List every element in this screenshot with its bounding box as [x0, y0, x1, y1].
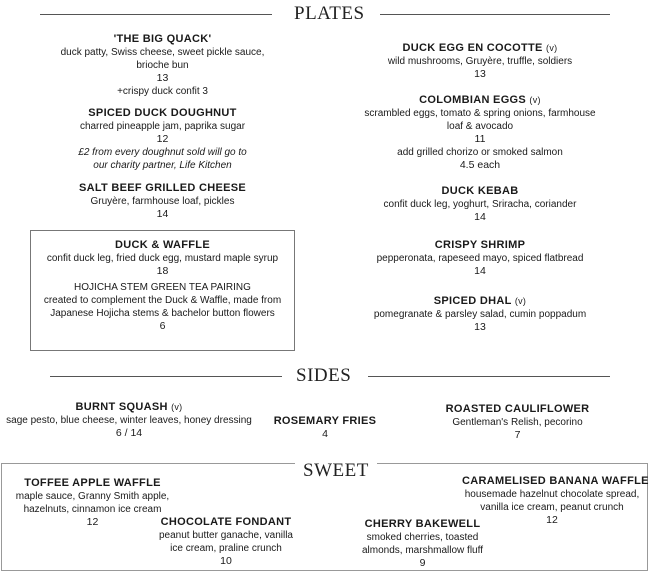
item-name: TOFFEE APPLE WAFFLE: [24, 477, 161, 489]
sides-rule-left: [50, 376, 282, 377]
item-desc: confit duck leg, fried duck egg, mustard maple syrup: [46, 253, 279, 264]
plates-heading: PLATES: [294, 3, 365, 24]
item-price: 7: [514, 429, 521, 441]
item-price: 13: [156, 72, 169, 84]
pairing-desc: created to complement the Duck & Waffle, made from Japanese Hojicha stems & bachelor button flowers: [43, 295, 282, 319]
menu-item-colombian-eggs: [340, 93, 620, 172]
item-price: 14: [156, 208, 169, 220]
item-name: DUCK KEBAB: [441, 185, 519, 197]
item-name: DUCK EGG EN COCOTTE (v): [402, 42, 558, 54]
pairing-price: 6: [159, 320, 166, 332]
item-price: 12: [546, 514, 558, 526]
item-name: BURNT SQUASH (v): [75, 401, 183, 413]
item-desc: pepperonata, rapeseed mayo, spiced flatbread: [376, 253, 584, 264]
item-name: ROASTED CAULIFLOWER: [445, 403, 590, 415]
item-name: CHOCOLATE FONDANT: [160, 516, 292, 528]
item-price: 4: [322, 428, 328, 440]
menu-item-salt-beef: [25, 181, 300, 221]
item-name: ROSEMARY FRIES: [273, 415, 377, 427]
item-price: 10: [220, 555, 232, 567]
sides-rule-right: [368, 376, 610, 377]
item-desc: duck patty, Swiss cheese, sweet pickle sauce, brioche bun: [60, 47, 265, 71]
menu-item-big-quack: [25, 32, 300, 98]
menu-item-banana-waffle: [462, 474, 649, 527]
plates-rule-right: [380, 14, 610, 15]
sweet-heading: SWEET: [295, 460, 377, 482]
item-name: CARAMELISED BANANA WAFFLE: [462, 475, 649, 487]
item-desc: Gentleman's Relish, pecorino: [452, 417, 583, 428]
item-desc: housemade hazelnut chocolate spread, vanilla ice cream, peanut crunch: [464, 489, 640, 513]
item-price: 13: [474, 68, 486, 80]
item-price: 14: [474, 265, 486, 277]
menu-item-spiced-doughnut: [25, 106, 300, 172]
item-price: 9: [419, 557, 426, 569]
item-price: 14: [474, 211, 486, 223]
menu-item-cauliflower: [420, 402, 615, 442]
item-name: 'THE BIG QUACK': [113, 33, 212, 45]
item-extra-price: 4.5 each: [459, 159, 501, 171]
plates-rule-left: [40, 14, 272, 15]
pairing-name: HOJICHA STEM GREEN TEA PAIRING: [74, 282, 251, 293]
item-desc: peanut butter ganache, vanilla ice cream, praline crunch: [159, 530, 293, 554]
menu-item-duck-waffle: [30, 238, 295, 333]
item-desc: wild mushrooms, Gruyère, truffle, soldiers: [387, 56, 573, 67]
sides-heading: SIDES: [296, 365, 352, 386]
item-name: DUCK & WAFFLE: [115, 239, 210, 251]
item-price: 11: [474, 133, 486, 145]
item-name: COLOMBIAN EGGS (v): [419, 94, 541, 106]
item-price: 12: [86, 516, 99, 528]
item-name: CHERRY BAKEWELL: [364, 518, 481, 530]
item-price: 6 / 14: [115, 427, 143, 439]
item-price: 12: [156, 133, 169, 145]
menu-item-burnt-squash: [0, 400, 258, 440]
item-extra: add grilled chorizo or smoked salmon: [397, 147, 563, 158]
item-desc: pomegranate & parsley salad, cumin poppadum: [373, 309, 587, 320]
menu-item-duck-egg: [340, 41, 620, 81]
item-name: SPICED DHAL (v): [433, 295, 527, 307]
item-desc: maple sauce, Granny Smith apple, hazelnuts, cinnamon ice cream: [15, 491, 170, 515]
item-price: 13: [474, 321, 486, 333]
item-name: CRISPY SHRIMP: [434, 239, 526, 251]
item-desc: smoked cherries, toasted almonds, marshmallow fluff: [362, 532, 483, 556]
item-note: £2 from every doughnut sold will go to our charity partner, Life Kitchen: [78, 147, 247, 171]
menu-item-duck-kebab: [340, 184, 620, 224]
item-desc: confit duck leg, yoghurt, Sriracha, coriander: [383, 199, 577, 210]
item-extra: +crispy duck confit 3: [117, 86, 208, 97]
menu-item-spiced-dhal: [340, 294, 620, 334]
menu-item-rosemary-fries: [255, 414, 395, 441]
item-name: SPICED DUCK DOUGHNUT: [88, 107, 237, 119]
item-desc: Gruyère, farmhouse loaf, pickles: [90, 196, 235, 207]
item-desc: charred pineapple jam, paprika sugar: [79, 121, 246, 132]
item-desc: scrambled eggs, tomato & spring onions, farmhouse loaf & avocado: [364, 108, 596, 132]
menu-item-crispy-shrimp: [340, 238, 620, 278]
item-price: 18: [156, 265, 169, 277]
item-desc: sage pesto, blue cheese, winter leaves, honey dressing: [6, 415, 252, 426]
menu-item-fondant: [146, 515, 306, 568]
item-name: SALT BEEF GRILLED CHEESE: [78, 182, 247, 194]
